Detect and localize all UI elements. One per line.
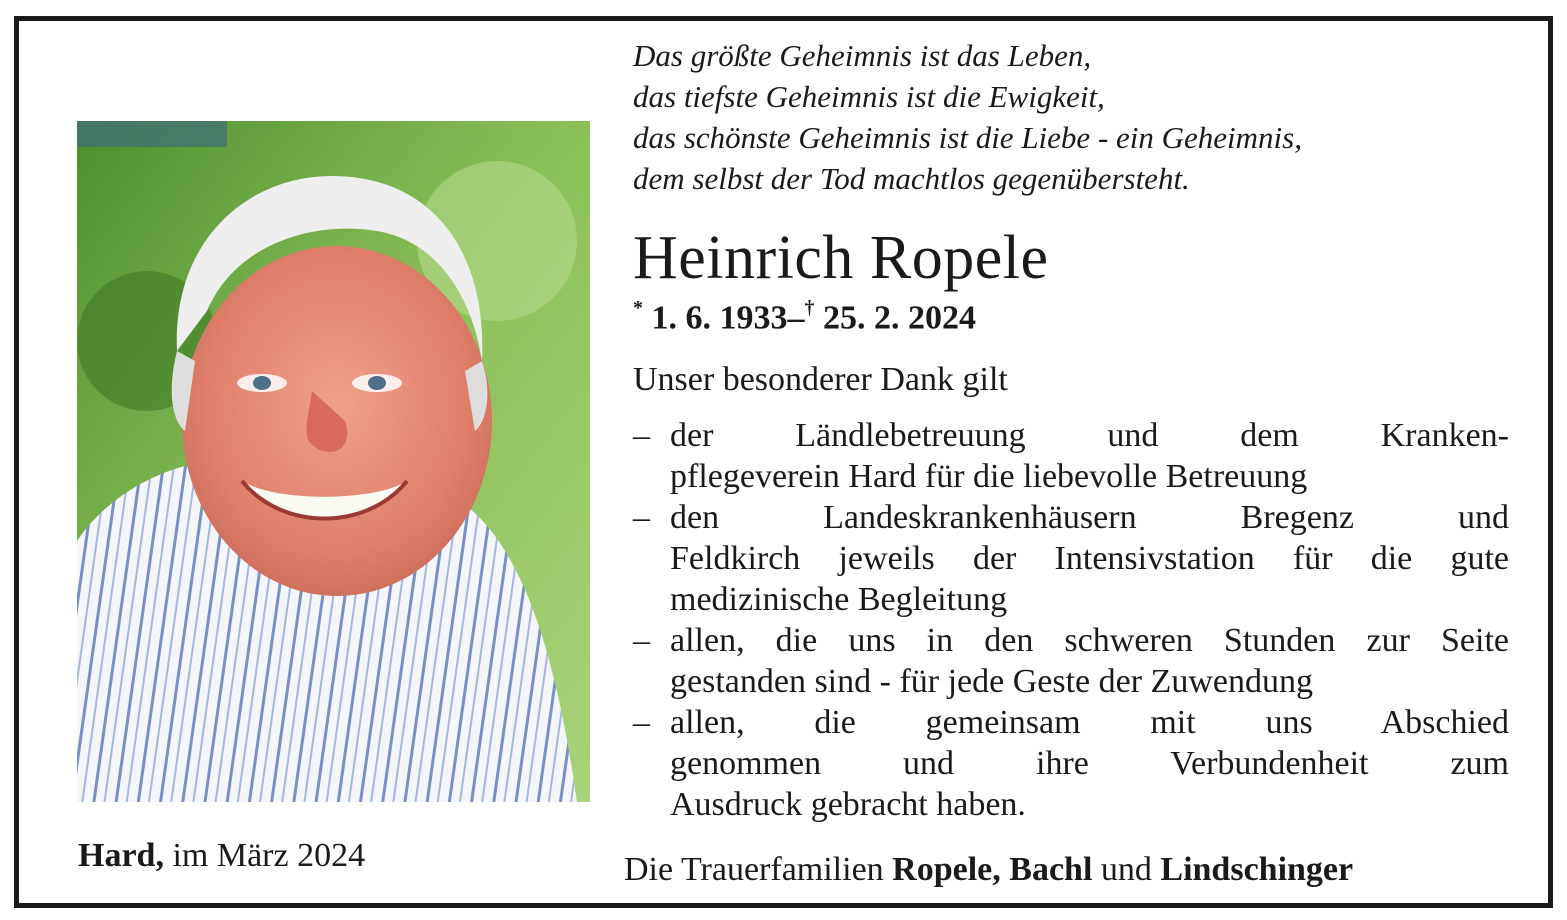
- list-item-line: der Ländlebetreuung und dem Kranken-: [670, 417, 1509, 454]
- obituary-frame: [14, 16, 1553, 908]
- date-separator: –: [787, 299, 805, 337]
- list-dash: –: [633, 622, 650, 659]
- quote-block: [633, 35, 1302, 199]
- quote-line: dem selbst der Tod machtlos gegenübersteht.: [633, 161, 1190, 196]
- list-item-line: Feldkirch jeweils der Intensivstation für die gute: [670, 540, 1509, 577]
- list-item-line: allen, die uns in den schweren Stunden zur Seite: [670, 622, 1509, 659]
- quote-line: das tiefste Geheimnis ist die Ewigkeit,: [633, 79, 1105, 114]
- list-dash: –: [633, 704, 650, 741]
- place-date-line: [78, 837, 365, 875]
- thanks-list: [633, 415, 1509, 825]
- list-item-line: medizinische Begleitung: [670, 581, 1008, 618]
- quote-line: Das größte Geheimnis ist das Leben,: [633, 38, 1092, 73]
- death-date: 25. 2. 2024: [823, 299, 976, 337]
- death-symbol: †: [804, 297, 815, 319]
- list-dash: –: [633, 499, 650, 536]
- list-item: [633, 415, 1509, 497]
- list-item: [633, 497, 1509, 620]
- deceased-name: Heinrich Ropele: [633, 224, 1049, 292]
- life-dates: [633, 299, 976, 337]
- portrait-photo: [77, 121, 590, 802]
- list-item: [633, 620, 1509, 702]
- date-text: im März 2024: [172, 837, 366, 874]
- quote-line: das schönste Geheimnis ist die Liebe - ein Geheimnis,: [633, 120, 1302, 155]
- family-name-2: Lindschinger: [1160, 851, 1354, 888]
- family-name-1: Ropele, Bachl: [892, 851, 1093, 888]
- family-and: und: [1100, 851, 1152, 888]
- list-item-line: pflegeverein Hard für die liebevolle Betreuung: [670, 458, 1308, 495]
- family-signature: [624, 851, 1353, 889]
- list-item-line: gestanden sind - für jede Geste der Zuwendung: [670, 663, 1313, 700]
- list-dash: –: [633, 417, 650, 454]
- birth-date: 1. 6. 1933: [651, 299, 788, 337]
- thanks-intro: Unser besonderer Dank gilt: [633, 361, 1008, 398]
- place-name: Hard,: [78, 837, 164, 874]
- portrait-image: [77, 121, 590, 802]
- list-item-line: Ausdruck gebracht haben.: [670, 786, 1026, 823]
- family-prefix: Die Trauerfamilien: [624, 851, 884, 888]
- list-item-line: allen, die gemeinsam mit uns Abschied: [670, 704, 1509, 741]
- list-item: [633, 702, 1509, 825]
- birth-symbol: *: [633, 297, 643, 319]
- list-item-line: genommen und ihre Verbundenheit zum: [670, 745, 1509, 782]
- list-item-line: den Landeskrankenhäusern Bregenz und: [670, 499, 1509, 536]
